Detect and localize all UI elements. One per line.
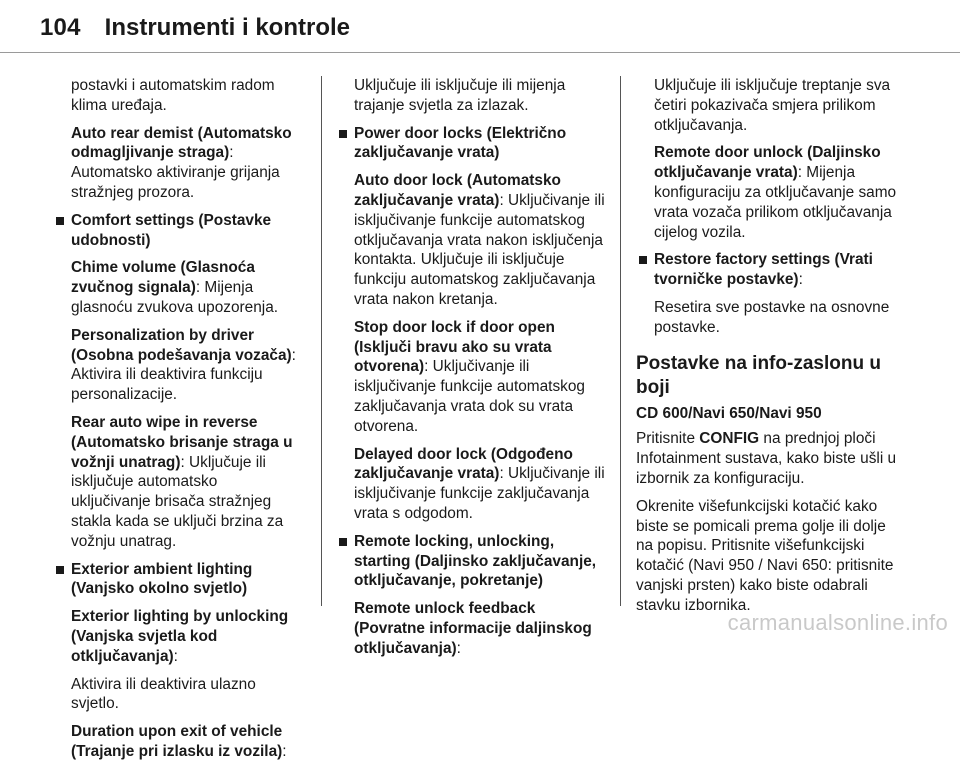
bullet-item: Remote locking, unlocking, starting (Daljinsko zaključavanje, otključavanje, pokretanje): [337, 532, 607, 591]
paragraph: Resetira sve postavke na osnovne postavke.: [654, 298, 890, 336]
watermark: carmanualsonline.info: [727, 610, 948, 635]
header-rule: [0, 52, 960, 53]
paragraph: Auto door lock (Automatsko zaključavanje vrata): Uključivanje ili isključivanje funkcije automatskog otključavanja vrata nakon isključenja kontakta. Uključuje ili isključuje funkciju automatskog zaključavanja vrata nakon kretanja.: [354, 172, 605, 308]
paragraph: Stop door lock if door open (Isključi bravu ako su vrata otvorena): Uključivanje ili isključivanje funkcije automatskog zaključavanja vrata dok su vrata otvorena.: [354, 318, 585, 435]
paragraph: Rear auto wipe in reverse (Automatsko brisanje straga u vožnji unatrag): Uključuje ili isključuje automatsko uključivanje brisača stražnjeg stakla kada se uključi brzina za vožnju unatrag.: [71, 413, 293, 550]
paragraph: Okrenite višefunkcijski kotačić kako biste se pomicali prema golje ili dolje na popisu. Pritisnite višefunkcijski kotačić (Navi 950 / Navi 650: pritisnite vanjski prsten) kako biste odabrali stavku izbornika.: [636, 497, 894, 614]
paragraph: Aktivira ili deaktivira ulazno svjetlo.: [71, 675, 256, 713]
page-number: 104: [40, 14, 81, 41]
column-1: [54, 76, 300, 770]
bullet-item: Exterior ambient lighting (Vanjsko okolno svjetlo): [54, 560, 300, 600]
paragraph: postavki i automatskim radom klima uređaja.: [71, 77, 275, 114]
paragraph: Uključuje ili isključuje ili mijenja trajanje svjetla za izlazak.: [354, 77, 566, 114]
bullet-item: Power door locks (Električno zaključavanje vrata): [337, 124, 607, 164]
paragraph: Remote door unlock (Daljinsko otključavanje vrata): Mijenja konfiguraciju za otključavanje samo vrata vozača prilikom otključavanja cijelog vozila.: [654, 144, 897, 241]
paragraph: Delayed door lock (Odgođeno zaključavanje vrata): Uključivanje ili isključivanje funkcije zaključavanja vrata s odgodom.: [354, 445, 605, 522]
bullet-item: Comfort settings (Postavke udobnosti): [54, 211, 300, 251]
sub-heading: CD 600/Navi 650/Navi 950: [636, 404, 822, 422]
column-3: [637, 76, 903, 624]
page-title: Instrumenti i kontrole: [104, 14, 351, 41]
column-divider-1: [321, 76, 322, 606]
paragraph: Auto rear demist (Automatsko odmagljivanje straga): Automatsko aktiviranje grijanja stražnjeg prozora.: [71, 124, 292, 201]
paragraph: Pritisnite CONFIG na prednjoj ploči Infotainment sustava, kako biste ušli u izbornik za konfiguraciju.: [636, 430, 897, 487]
column-2: [337, 76, 607, 667]
paragraph: Remote unlock feedback (Povratne informacije daljinskog otključavanja):: [354, 600, 592, 657]
paragraph: Personalization by driver (Osobna podešavanja vozača): Aktivira ili deaktivira funkciju personalizacije.: [71, 326, 296, 404]
paragraph: Exterior lighting by unlocking (Vanjska svjetla kod otključavanja):: [71, 608, 289, 665]
paragraph: Chime volume (Glasnoća zvučnog signala): Mijenja glasnoću zvukova upozorenja.: [71, 259, 279, 316]
paragraph: Duration upon exit of vehicle (Trajanje pri izlasku iz vozila):: [71, 723, 287, 760]
bullet-item: Restore factory settings (Vrati tvorničke postavke):: [637, 250, 903, 290]
paragraph: Uključuje ili isključuje treptanje sva četiri pokazivača smjera prilikom otključavanja.: [654, 77, 891, 134]
page-header: [40, 14, 350, 50]
section-heading: Postavke na info-zaslonu u boji: [636, 352, 881, 398]
